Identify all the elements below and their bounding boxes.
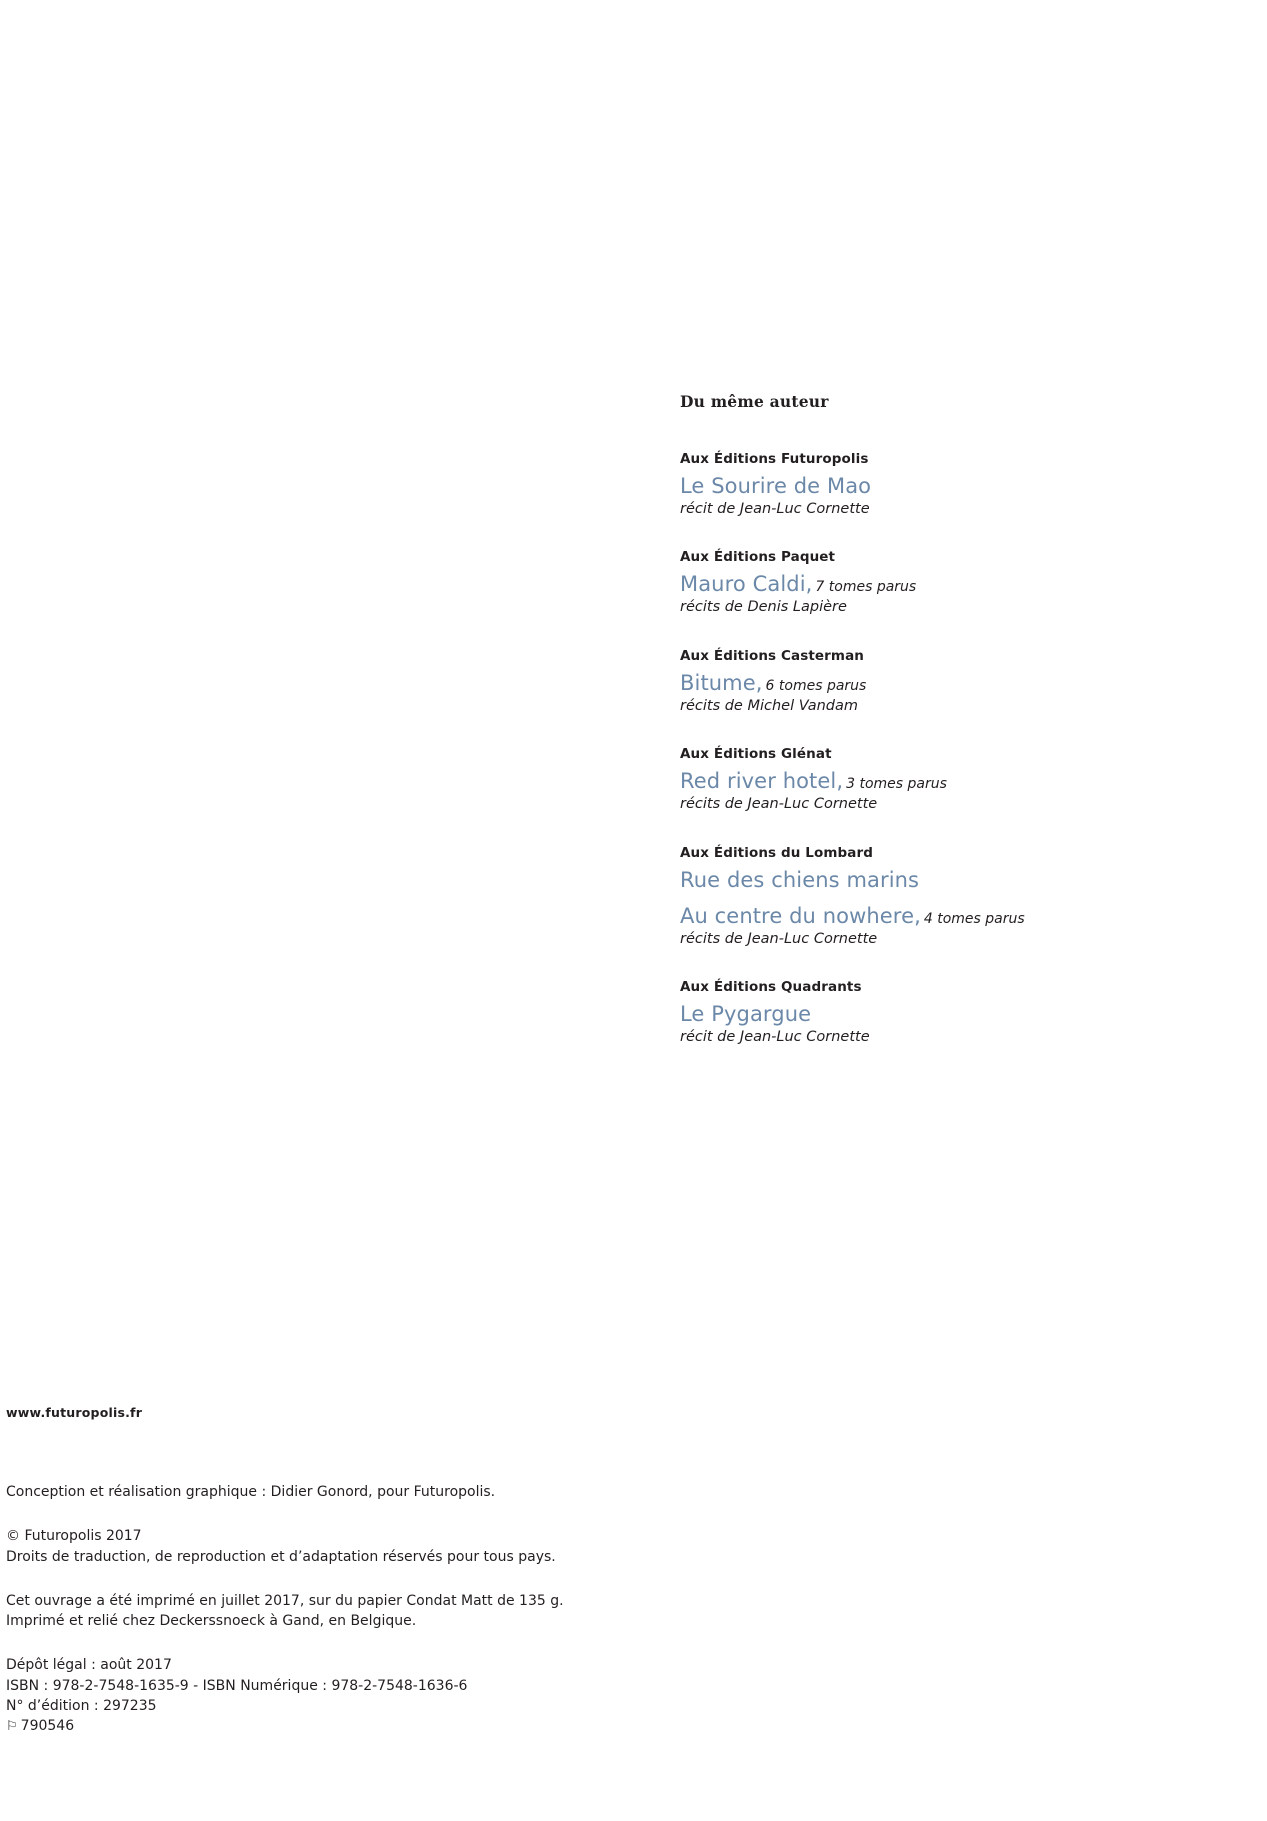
work-title: Rue des chiens marins — [680, 867, 920, 892]
work-credit: récits de Michel Vandam — [680, 697, 859, 714]
printing-line: Cet ouvrage a été imprimé en juillet 2017, sur du papier Condat Matt de 135 g. — [6, 1592, 564, 1609]
work-title-line — [680, 867, 1200, 894]
work-title-line — [680, 473, 1200, 500]
design-credit-line: Conception et réalisation graphique : Didier Gonord, pour Futuropolis. — [6, 1484, 496, 1500]
author-works-section — [680, 392, 1200, 1048]
publisher-block-futuropolis — [680, 451, 1200, 519]
work-credit: récit de Jean-Luc Cornette — [680, 1028, 870, 1045]
work-title: Mauro Caldi, — [680, 572, 813, 597]
publisher-name: Aux Éditions Futuropolis — [680, 451, 869, 467]
edition-number-line: N° d’édition : 297235 — [6, 1698, 157, 1715]
publisher-block-lombard — [680, 845, 1200, 949]
publisher-name: Aux Éditions Paquet — [680, 549, 836, 566]
work-note: 4 tomes parus — [923, 910, 1025, 927]
work-entry — [680, 1001, 1200, 1047]
work-entry — [680, 903, 1200, 949]
work-credit: récits de Jean-Luc Cornette — [680, 796, 878, 813]
work-title: Au centre du nowhere, — [680, 903, 921, 928]
legal-code-value: 790546 — [20, 1718, 75, 1735]
design-credit — [6, 1482, 766, 1502]
work-title-line — [680, 1001, 1200, 1028]
publisher-block-paquet — [680, 549, 1200, 617]
publisher-block-glenat — [680, 746, 1200, 814]
work-credit: récits de Jean-Luc Cornette — [680, 930, 878, 947]
legal-deposit-line: Dépôt légal : août 2017 — [6, 1657, 172, 1674]
publisher-name: Aux Éditions Quadrants — [680, 979, 862, 996]
publisher-website[interactable]: www.futuropolis.fr — [6, 1405, 143, 1420]
legal-deposit-icon: ⚐ — [6, 1719, 18, 1735]
work-entry — [680, 670, 1200, 716]
work-note: 6 tomes parus — [765, 677, 867, 694]
binding-line: Imprimé et relié chez Deckerssnoeck à Gand, en Belgique. — [6, 1613, 417, 1630]
work-title: Le Pygargue — [680, 1002, 812, 1027]
legal-block — [6, 1655, 766, 1737]
publisher-name: Aux Éditions du Lombard — [680, 844, 873, 861]
work-title-line — [680, 768, 1200, 795]
work-title: Bitume, — [680, 670, 763, 695]
work-title: Le Sourire de Mao — [680, 474, 872, 498]
copyright-block — [6, 1526, 766, 1567]
work-title-line — [680, 670, 1200, 697]
page-title: Du même auteur — [680, 392, 829, 411]
legal-code-line — [6, 1716, 766, 1737]
publisher-name: Aux Éditions Glénat — [680, 746, 832, 763]
publisher-block-quadrants — [680, 979, 1200, 1047]
publisher-block-casterman — [680, 648, 1200, 716]
work-note: 3 tomes parus — [846, 776, 947, 793]
work-entry — [680, 473, 1200, 519]
work-title-line — [680, 903, 1200, 930]
copyright-line: © Futuropolis 2017 — [6, 1528, 142, 1545]
work-entry — [680, 867, 1200, 894]
publisher-name: Aux Éditions Casterman — [680, 647, 864, 664]
printing-block — [6, 1591, 766, 1632]
work-title: Red river hotel, — [680, 769, 844, 794]
work-credit: récit de Jean-Luc Cornette — [680, 500, 870, 517]
isbn-line: ISBN : 978-2-7548-1635-9 - ISBN Numérique : 978-2-7548-1636-6 — [6, 1677, 468, 1694]
work-entry — [680, 768, 1200, 814]
rights-line: Droits de traduction, de reproduction et d’adaptation réservés pour tous pays. — [6, 1548, 556, 1565]
colophon-section — [6, 1405, 766, 1737]
work-note: 7 tomes parus — [815, 579, 917, 596]
work-entry — [680, 571, 1200, 617]
work-title-line — [680, 571, 1200, 598]
work-credit: récits de Denis Lapière — [680, 599, 847, 616]
